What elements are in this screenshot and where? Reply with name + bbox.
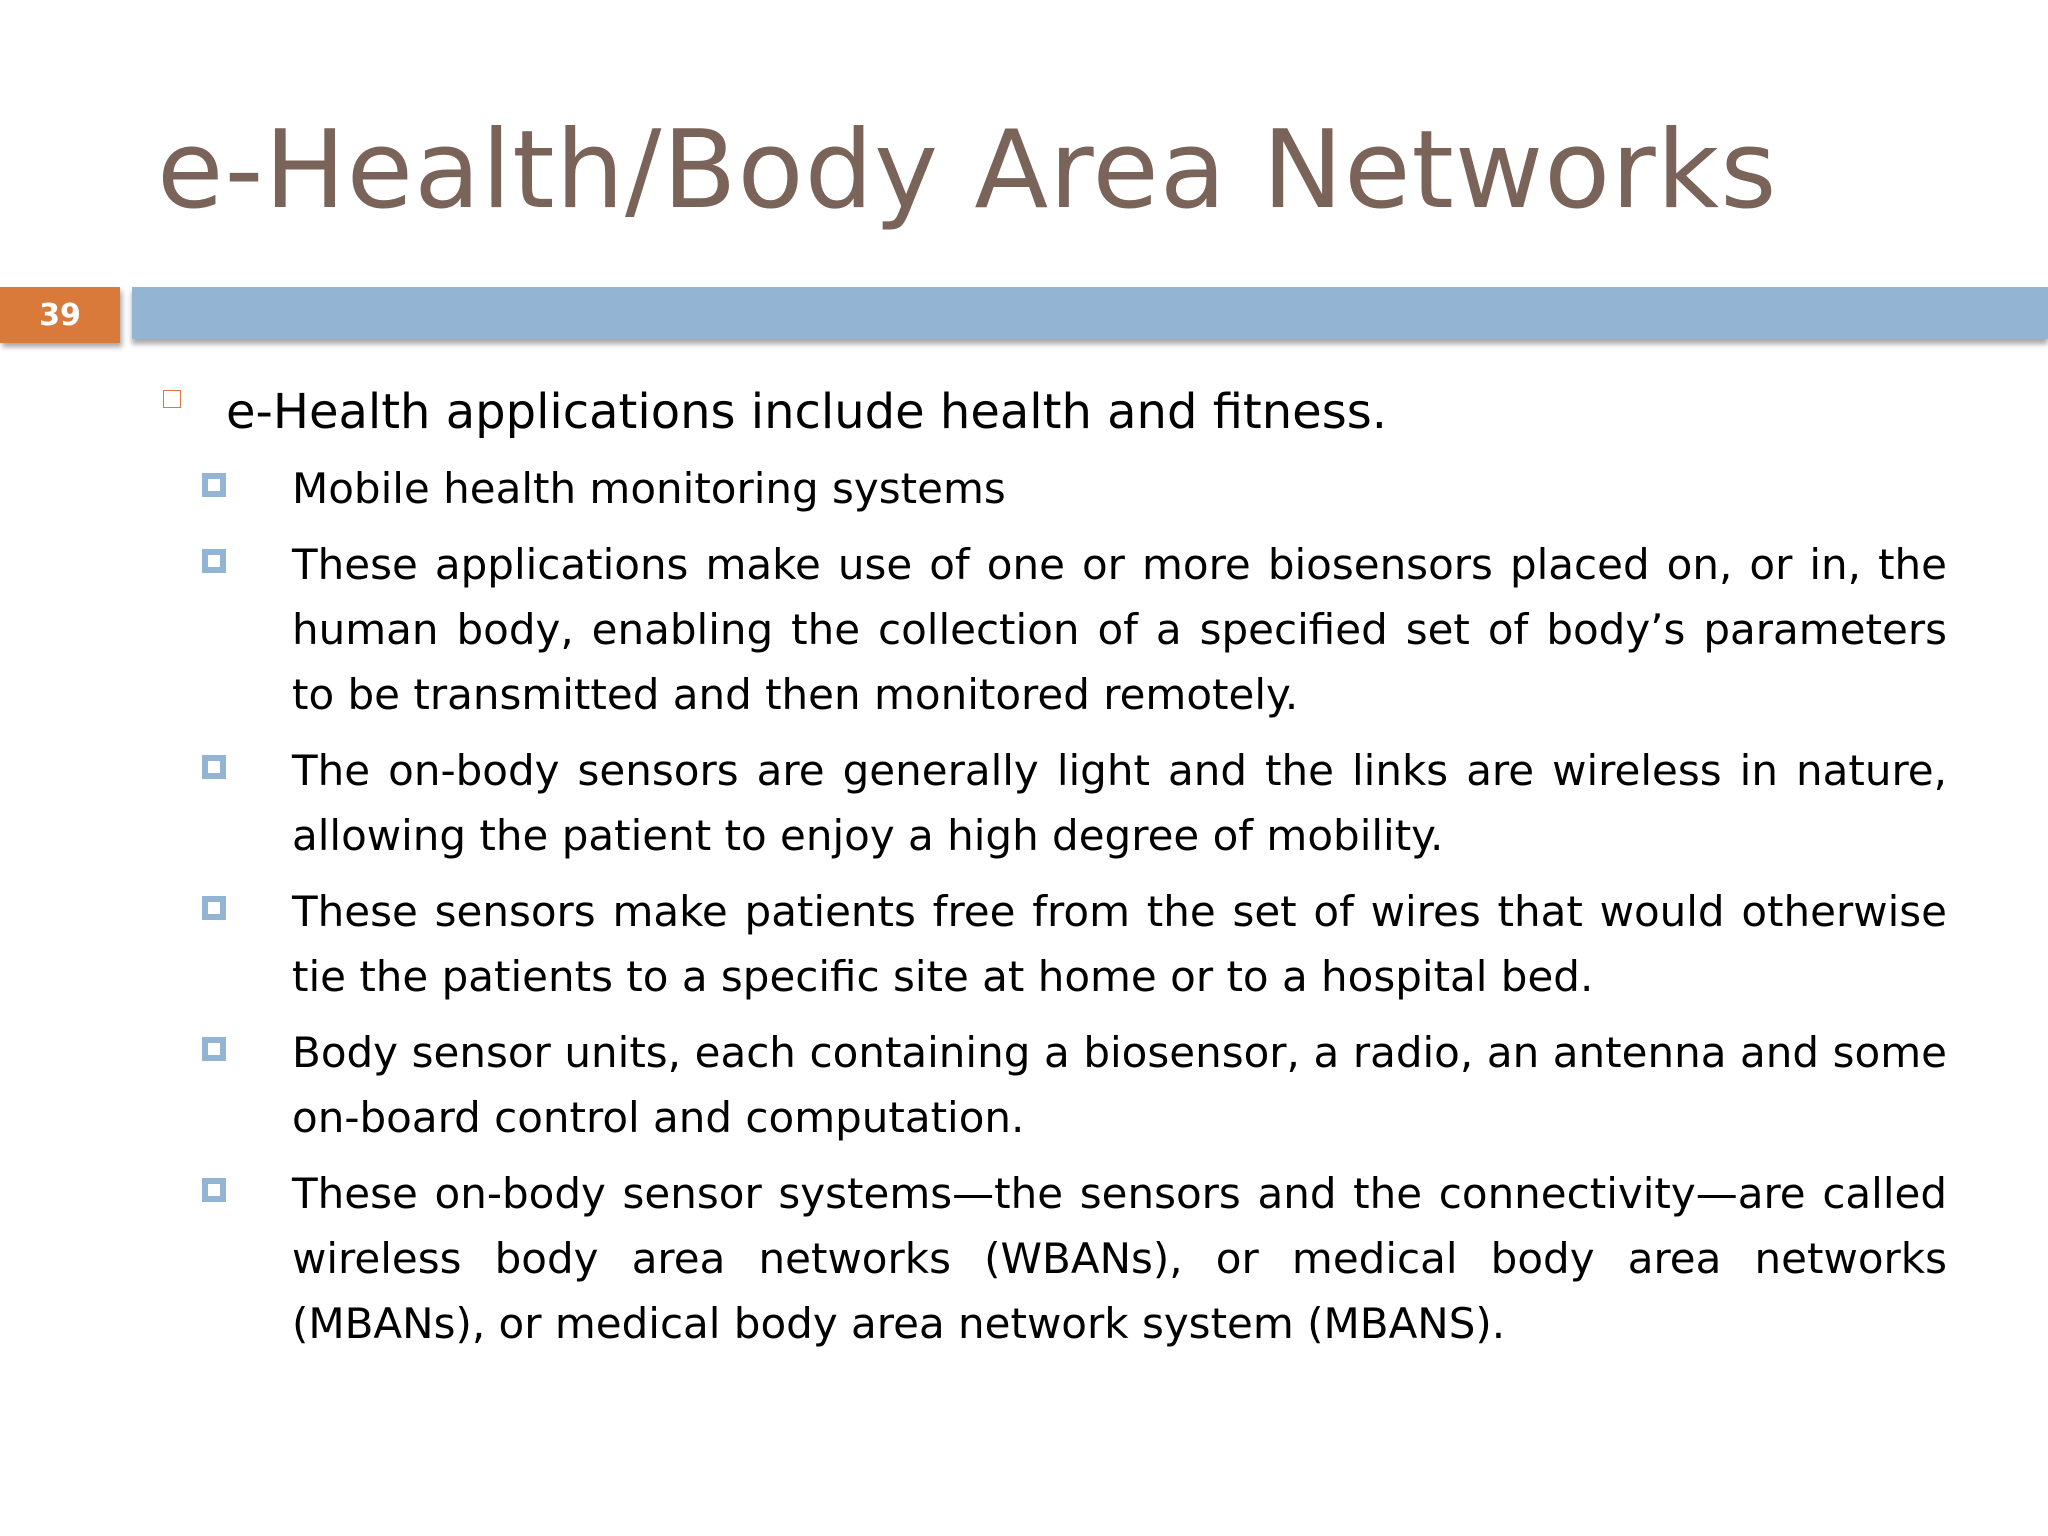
- hollow-square-bullet-icon: [163, 390, 181, 408]
- sub-bullet-item: [157, 1020, 1947, 1150]
- sub-bullet-text: Body sensor units, each containing a biosensor, a radio, an antenna and some on-board control and computation.: [292, 1028, 1947, 1142]
- sub-bullet-text: The on-body sensors are generally light and the links are wireless in nature, allowing the patient to enjoy a high degree of mobility.: [292, 746, 1947, 860]
- square-bullet-icon: [202, 896, 226, 920]
- square-bullet-icon: [202, 549, 226, 573]
- sub-bullet-text: These sensors make patients free from the set of wires that would otherwise tie the patients to a specific site at home or to a hospital bed.: [292, 887, 1947, 1001]
- sub-bullet-list: [157, 456, 1947, 1356]
- slide-title: e-Health/Body Area Networks: [157, 108, 1778, 233]
- main-bullet: [157, 382, 1947, 442]
- title-rule-bar: [132, 287, 2048, 339]
- sub-bullet-item: [157, 456, 1947, 521]
- sub-bullet-item: [157, 879, 1947, 1009]
- sub-bullet-item: [157, 738, 1947, 868]
- sub-bullet-item: [157, 1161, 1947, 1356]
- sub-bullet-item: [157, 532, 1947, 727]
- square-bullet-icon: [202, 1037, 226, 1061]
- sub-bullet-text: Mobile health monitoring systems: [292, 464, 1006, 513]
- square-bullet-icon: [202, 755, 226, 779]
- square-bullet-icon: [202, 473, 226, 497]
- slide-number-badge: 39: [0, 287, 120, 343]
- slide-content: [157, 382, 1947, 1367]
- square-bullet-icon: [202, 1178, 226, 1202]
- sub-bullet-text: These on-body sensor systems—the sensors and the connectivity—are called wireless body area networks (WBANs), or medical body area networks (MBANs), or medical body area network system (MBANS).: [292, 1169, 1947, 1348]
- main-bullet-text: e-Health applications include health and fitness.: [226, 384, 1387, 440]
- sub-bullet-text: These applications make use of one or more biosensors placed on, or in, the human body, enabling the collection of a specified set of body’s parameters to be transmitted and then monitored remotely.: [292, 540, 1947, 719]
